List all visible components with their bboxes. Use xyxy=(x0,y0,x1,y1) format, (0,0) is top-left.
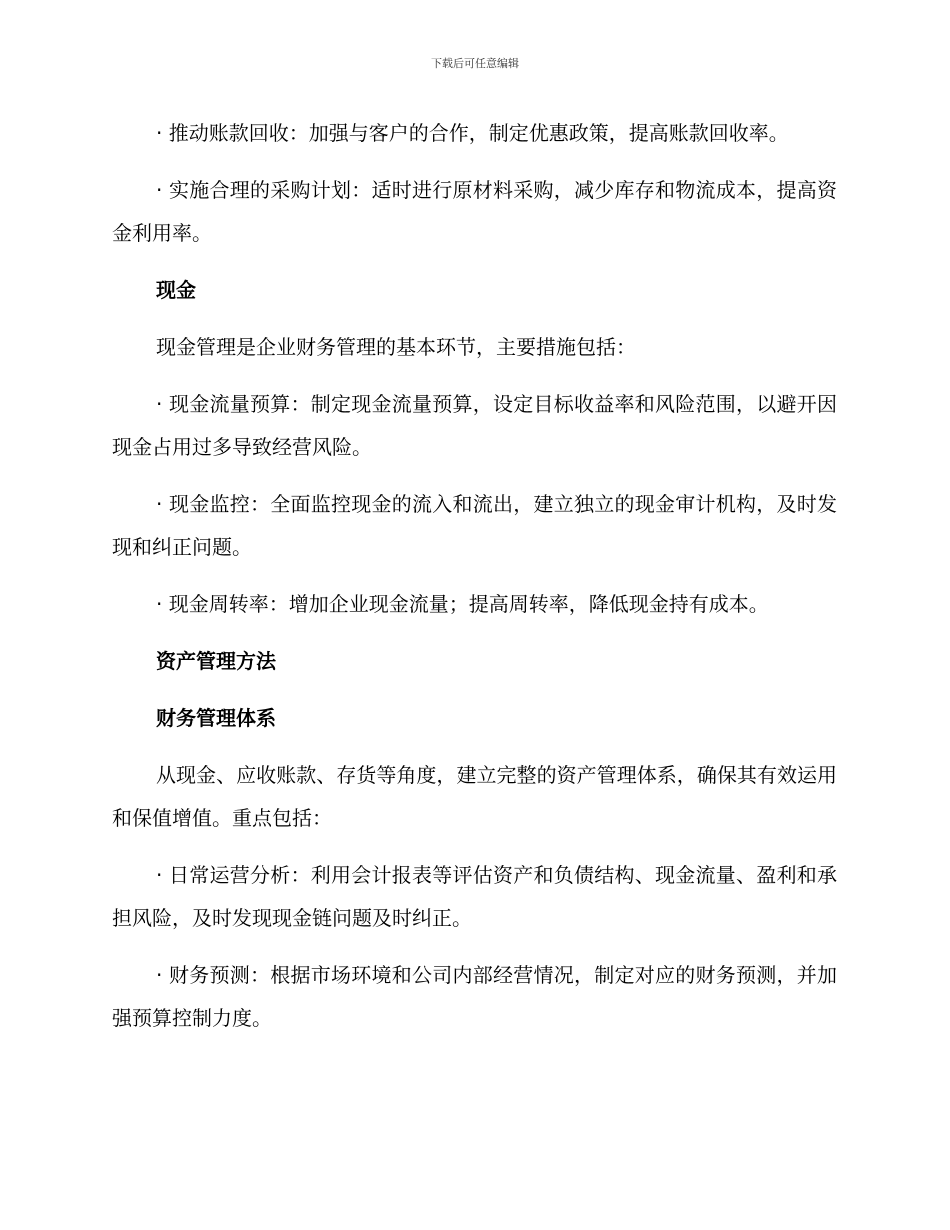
paragraph-daily-analysis: · 日常运营分析：利用会计报表等评估资产和负债结构、现金流量、盈利和承担风险，及时发现现金链问题及时纠正。 xyxy=(112,863,837,930)
heading-cash: 现金 xyxy=(156,278,196,302)
heading-asset-methods: 资产管理方法 xyxy=(156,649,276,673)
heading-finance-system: 财务管理体系 xyxy=(156,706,276,730)
paragraph-cash-turnover: · 现金周转率：增加企业现金流量；提高周转率，降低现金持有成本。 xyxy=(156,592,769,616)
paragraph-cash-intro: 现金管理是企业财务管理的基本环节，主要措施包括： xyxy=(156,335,636,359)
paragraph-system-intro: 从现金、应收账款、存货等角度，建立完整的资产管理体系，确保其有效运用和保值增值。重点包括： xyxy=(112,763,837,830)
paragraph-forecast: · 财务预测：根据市场环境和公司内部经营情况，制定对应的财务预测，并加强预算控制力度。 xyxy=(112,963,837,1030)
paragraph-cash-budget: · 现金流量预算：制定现金流量预算，设定目标收益率和风险范围，以避开因现金占用过多导致经营风险。 xyxy=(112,392,837,459)
paragraph-cash-monitoring: · 现金监控：全面监控现金的流入和流出，建立独立的现金审计机构，及时发现和纠正问题。 xyxy=(112,492,837,559)
document-body xyxy=(112,112,837,1054)
paragraph-receivables: · 推动账款回收：加强与客户的合作，制定优惠政策，提高账款回收率。 xyxy=(156,121,789,145)
paragraph-procurement: · 实施合理的采购计划：适时进行原材料采购，减少库存和物流成本，提高资金利用率。 xyxy=(112,178,837,245)
header-note: 下载后可任意编辑 xyxy=(431,57,519,70)
